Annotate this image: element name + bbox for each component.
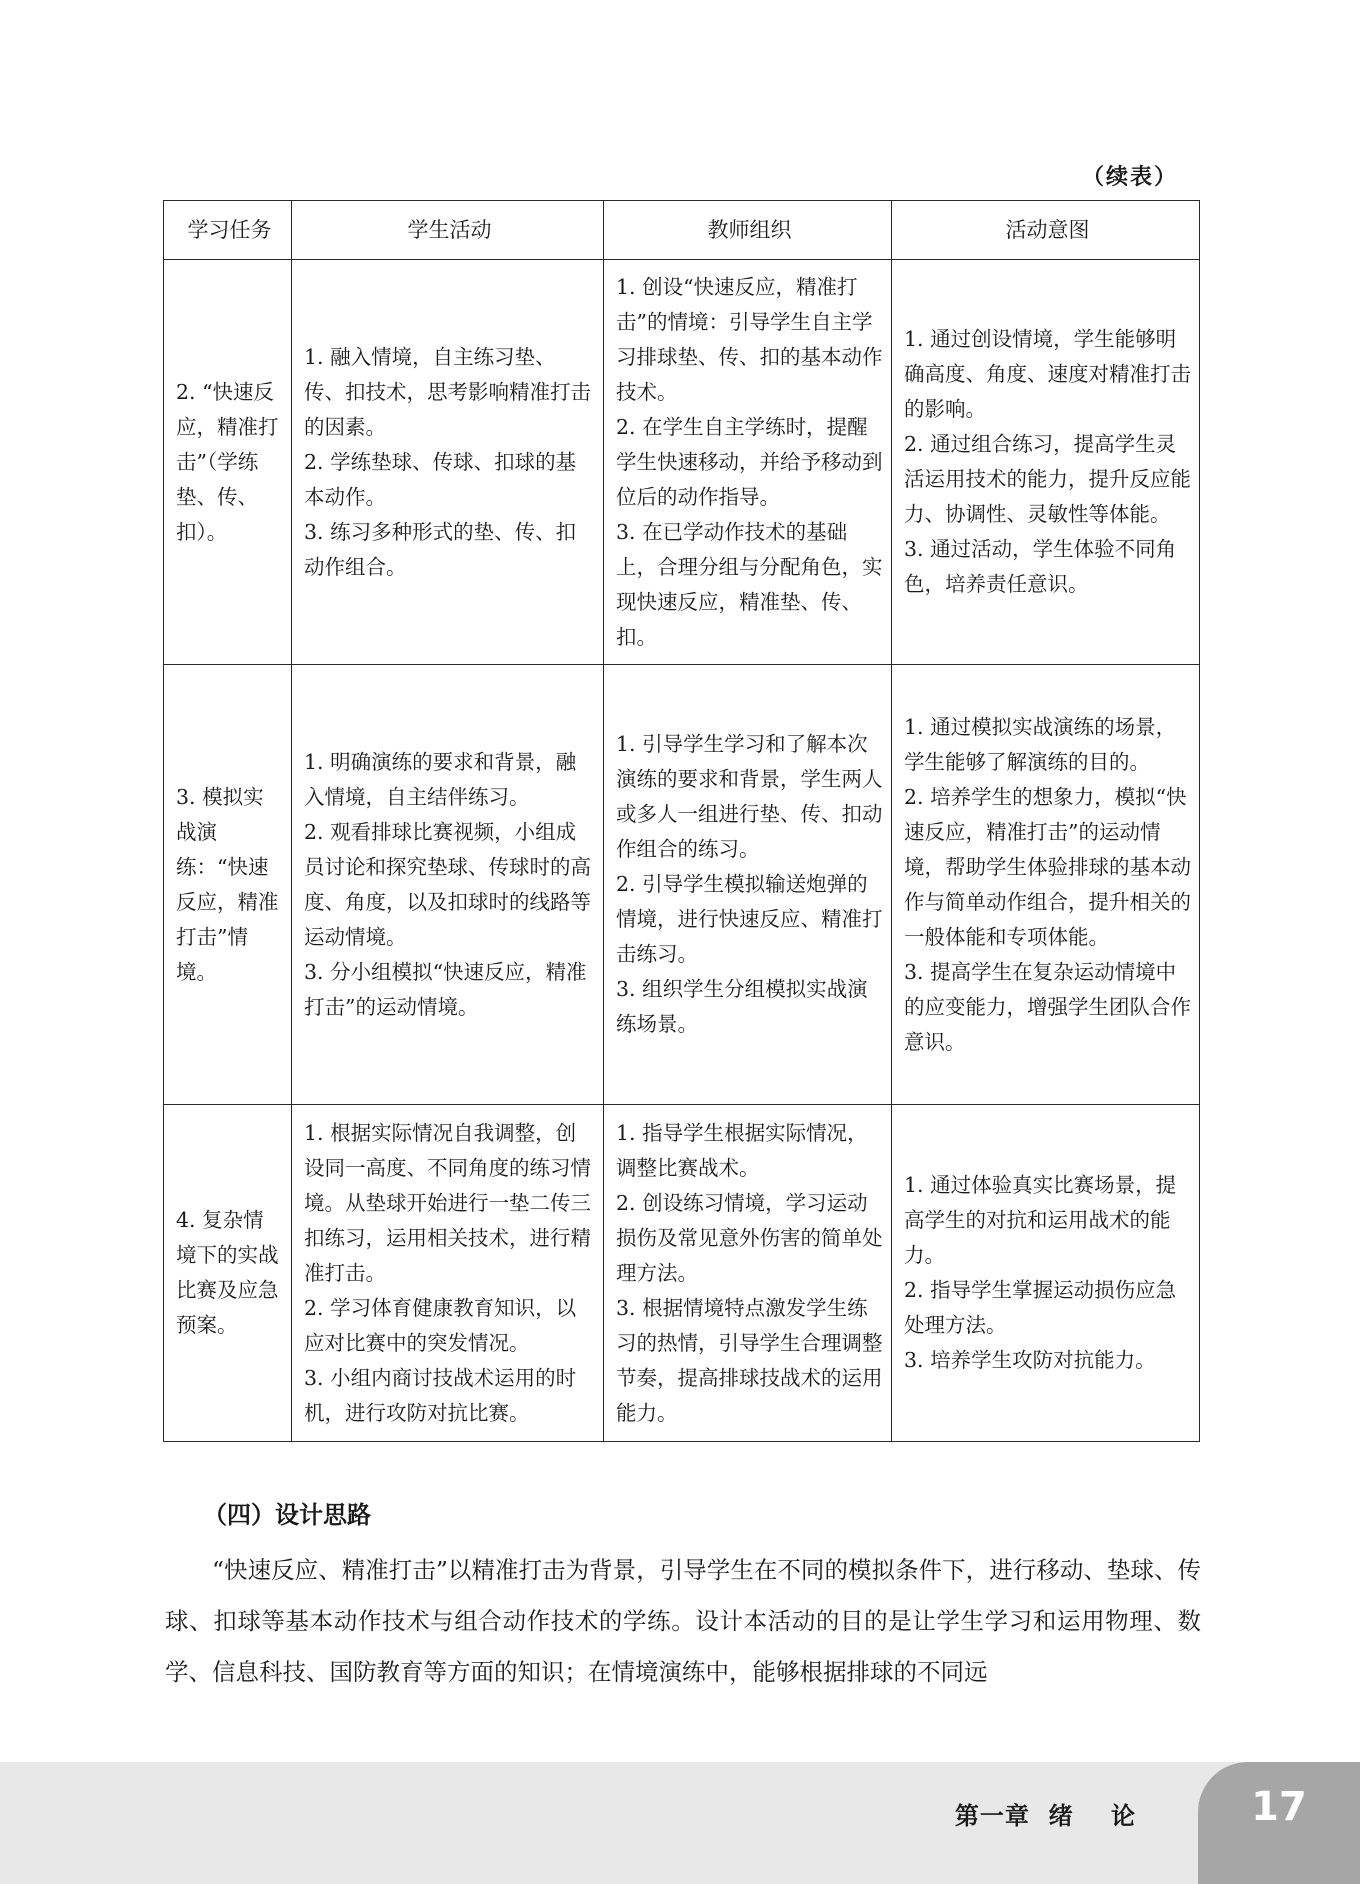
- list-item: 2. 学练垫球、传球、扣球的基本动作。: [304, 449, 577, 509]
- student-activity-cell: [292, 1105, 604, 1442]
- list-item: 2. 在学生自主学练时，提醒学生快速移动，并给予移动到位后的动作指导。: [616, 414, 883, 509]
- activity-intent-cell: [892, 260, 1200, 665]
- list-item: 2. 培养学生的想象力，模拟“快速反应，精准打击”的运动情境，帮助学生体验排球的基本动作与简单动作组合，提升相关的一般体能和专项体能。: [904, 784, 1191, 949]
- header-student-activity: 学生活动: [292, 201, 604, 260]
- list-item: 1. 明确演练的要求和背景，融入情境，自主结伴练习。: [304, 749, 577, 809]
- list-item: 1. 通过创设情境，学生能够明确高度、角度、速度对精准打击的影响。: [904, 327, 1191, 421]
- list-item: 2. 引导学生模拟输送炮弹的情境，进行快速反应、精准打击练习。: [616, 872, 883, 966]
- footer-band: [0, 1762, 1360, 1884]
- list-item: 3. 在已学动作技术的基础上，合理分组与分配角色，实现快速反应，精准垫、传、扣。: [616, 519, 883, 649]
- task-cell: 2. “快速反应，精准打击”（学练垫、传、扣）。: [164, 260, 292, 665]
- list-item: 3. 练习多种形式的垫、传、扣动作组合。: [304, 519, 577, 579]
- list-item: 3. 根据情境特点激发学生练习的热情，引导学生合理调整节奏，提高排球技战术的运用能力。: [616, 1295, 883, 1425]
- teacher-organization-cell: [604, 1105, 892, 1442]
- activity-intent-cell: [892, 665, 1200, 1105]
- list-item: 2. 指导学生掌握运动损伤应急处理方法。: [904, 1278, 1177, 1337]
- list-item: 2. 通过组合练习，提高学生灵活运用技术的能力，提升反应能力、协调性、灵敏性等体能。: [904, 432, 1191, 526]
- list-item: 3. 组织学生分组模拟实战演练场景。: [616, 977, 868, 1036]
- list-item: 2. 观看排球比赛视频，小组成员讨论和探究垫球、传球时的高度、角度，以及扣球时的线路等运动情境。: [304, 819, 591, 949]
- table-row: [164, 260, 1200, 665]
- teacher-organization-cell: [604, 260, 892, 665]
- teacher-organization-cell: [604, 665, 892, 1105]
- list-item: 2. 创设练习情境，学习运动损伤及常见意外伤害的简单处理方法。: [616, 1190, 883, 1285]
- list-item: 3. 通过活动，学生体验不同角色，培养责任意识。: [904, 537, 1177, 596]
- list-item: 1. 创设“快速反应，精准打击”的情境：引导学生自主学习排球垫、传、扣的基本动作技术。: [616, 274, 883, 404]
- student-activity-cell: [292, 260, 604, 665]
- header-teacher-organization: 教师组织: [604, 201, 892, 260]
- list-item: 1. 引导学生学习和了解本次演练的要求和背景，学生两人或多人一组进行垫、传、扣动作组合的练习。: [616, 732, 883, 861]
- section-heading: （四）设计思路: [203, 1501, 371, 1529]
- page-number: 17: [1251, 1784, 1307, 1830]
- table-row: [164, 1105, 1200, 1442]
- header-task: 学习任务: [164, 201, 292, 260]
- body-paragraph: “快速反应、精准打击”以精准打击为背景，引导学生在不同的模拟条件下，进行移动、垫球、传球、扣球等基本动作技术与组合动作技术的学练。设计本活动的目的是让学生学习和运用物理、数学、信息科技、国防教育等方面的知识；在情境演练中，能够根据排球的不同远: [165, 1556, 1201, 1686]
- list-item: 1. 通过体验真实比赛场景，提高学生的对抗和运用战术的能力。: [904, 1173, 1177, 1267]
- task-cell: 4. 复杂情境下的实战比赛及应急预案。: [164, 1105, 292, 1442]
- list-item: 1. 指导学生根据实际情况，调整比赛战术。: [616, 1120, 868, 1180]
- list-item: 1. 根据实际情况自我调整，创设同一高度、不同角度的练习情境。从垫球开始进行一垫二传三扣练习，运用相关技术，进行精准打击。: [304, 1120, 591, 1285]
- task-cell: 3. 模拟实战演练：“快速反应，精准打击”情境。: [164, 665, 292, 1105]
- continued-label: （续表）: [1082, 165, 1179, 190]
- list-item: 3. 小组内商讨技战术运用的时机，进行攻防对抗比赛。: [304, 1365, 577, 1425]
- list-item: 3. 分小组模拟“快速反应，精准打击”的运动情境。: [304, 959, 587, 1019]
- table-row: [164, 665, 1200, 1105]
- list-item: 2. 学习体育健康教育知识，以应对比赛中的突发情况。: [304, 1295, 577, 1355]
- list-item: 1. 融入情境，自主练习垫、传、扣技术，思考影响精准打击的因素。: [304, 344, 591, 439]
- activity-intent-cell: [892, 1105, 1200, 1442]
- list-item: 3. 提高学生在复杂运动情境中的应变能力，增强学生团队合作意识。: [904, 959, 1191, 1054]
- header-activity-intent: 活动意图: [892, 201, 1200, 260]
- student-activity-cell: [292, 665, 604, 1105]
- table-header-row: [164, 201, 1200, 260]
- activity-table: [163, 200, 1200, 1442]
- list-item: 1. 通过模拟实战演练的场景，学生能够了解演练的目的。: [904, 714, 1177, 774]
- chapter-title: 第一章 绪 论: [954, 1802, 1136, 1830]
- list-item: 3. 培养学生攻防对抗能力。: [904, 1348, 1156, 1372]
